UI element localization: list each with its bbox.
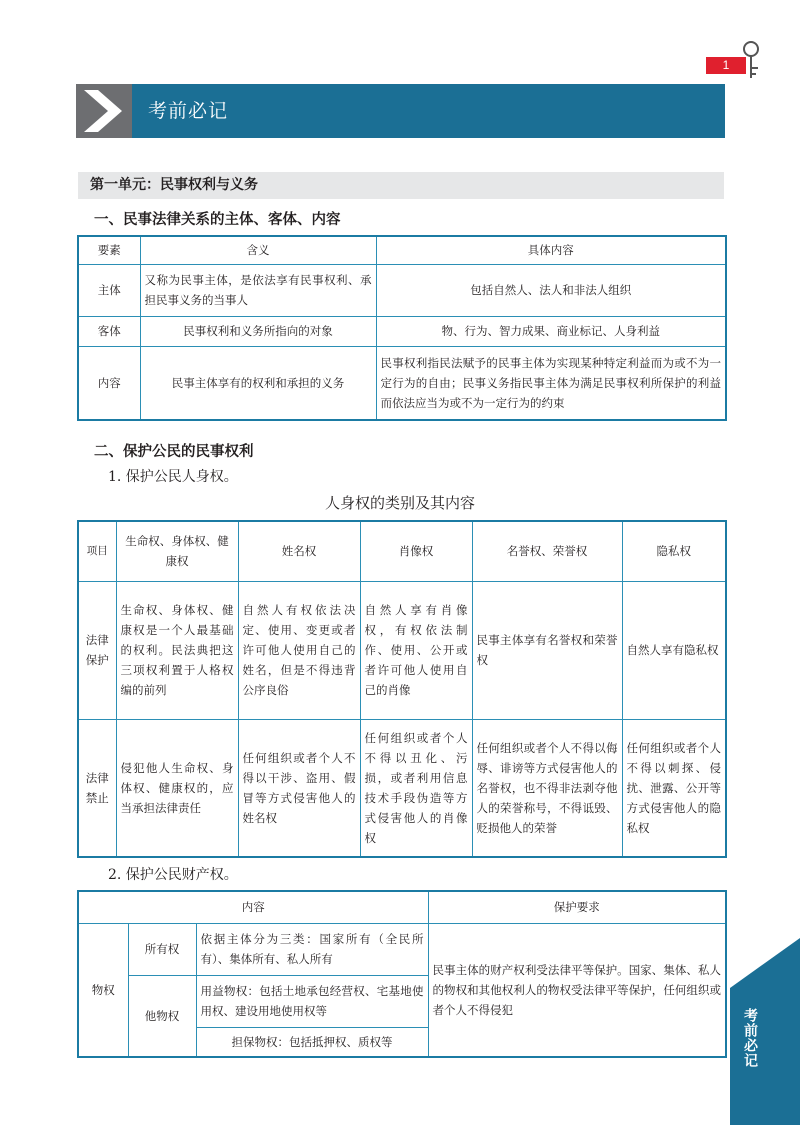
table-cell: 生命权、身体权、健康权是一个人最基础的权利。民法典把这三项权利置于人格权编的前列: [116, 581, 238, 719]
chevron-right-icon: [76, 84, 132, 138]
table-cell: 民事权利指民法赋予的民事主体为实现某种特定利益而为或不为一定行为的自由；民事义务指民事主体为满足民事权利所保护的利益而依法应当为或不为一定行为的约束: [376, 346, 726, 420]
table-cell: 民事权利和义务所指向的对象: [140, 316, 376, 346]
table-row: [78, 923, 726, 975]
unit-title: 第一单元：民事权利与义务: [90, 177, 258, 193]
table-cell: 任何组织或者个人不得以干涉、盗用、假冒等方式侵害他人的姓名权: [238, 719, 360, 857]
side-tab-label: 考前必记: [742, 1008, 758, 1068]
header-chevron: [76, 84, 132, 138]
section2-heading: 二、保护公民的民事权利: [94, 444, 254, 460]
table-cell: 民事主体享有名誉权和荣誉权: [472, 581, 622, 719]
row-label: 主体: [78, 264, 140, 316]
table-row: [78, 264, 726, 316]
table-cell: 又称为民事主体，是依法享有民事权利、承担民事义务的当事人: [140, 264, 376, 316]
table-cell: 任何组织或者个人不得以侮辱、诽谤等方式侵害他人的名誉权，也不得非法剥夺他人的荣誉称号，不得诋毁、贬损他人的荣誉: [472, 719, 622, 857]
col-header: 具体内容: [376, 236, 726, 264]
row-label: 所有权: [128, 923, 196, 975]
table-cell: 侵犯他人生命权、身体权、健康权的，应当承担法律责任: [116, 719, 238, 857]
table-cell: 自然人享有肖像权，有权依法制作、使用、公开或者许可他人使用自己的肖像: [360, 581, 472, 719]
col-header: 隐私权: [622, 521, 726, 581]
col-header: 保护要求: [428, 891, 726, 923]
table-row: [78, 581, 726, 719]
col-header: 生命权、身体权、健康权: [116, 521, 238, 581]
magnifier-key-icon: [736, 40, 766, 82]
personal-rights-table: [77, 520, 727, 858]
header-title: 考前必记: [148, 100, 229, 122]
table-row: [78, 346, 726, 420]
section2-sub2: 2. 保护公民财产权。: [108, 867, 238, 883]
col-header: 肖像权: [360, 521, 472, 581]
table-row: [78, 316, 726, 346]
page-number-badge: 1: [706, 57, 746, 74]
col-header: 内容: [78, 891, 428, 923]
row-label: 项目: [78, 521, 116, 581]
table-cell: 自然人享有隐私权: [622, 581, 726, 719]
table-cell: 物、行为、智力成果、商业标记、人身利益: [376, 316, 726, 346]
elements-table: [77, 235, 727, 421]
table-header-row: [78, 236, 726, 264]
section2-sub1: 1. 保护公民人身权。: [108, 469, 238, 485]
table-cell: 任何组织或者个人不得以刺探、侵扰、泄露、公开等方式侵害他人的隐私权: [622, 719, 726, 857]
row-label: 他物权: [128, 975, 196, 1057]
row-label: 法律保护: [78, 581, 116, 719]
table-row: [78, 719, 726, 857]
section1-heading: 一、民事法律关系的主体、客体、内容: [94, 212, 341, 228]
table-cell: 自然人有权依法决定、使用、变更或者许可他人使用自己的姓名，但是不得违背公序良俗: [238, 581, 360, 719]
table-cell: 依据主体分为三类：国家所有（全民所有）、集体所有、私人所有: [196, 923, 428, 975]
table-cell: 包括自然人、法人和非法人组织: [376, 264, 726, 316]
table-header-row: [78, 521, 726, 581]
row-label: 法律禁止: [78, 719, 116, 857]
table-cell: 用益物权：包括土地承包经营权、宅基地使用权、建设用地使用权等: [196, 975, 428, 1027]
col-header: 要素: [78, 236, 140, 264]
table-header-row: [78, 891, 726, 923]
table-caption: 人身权的类别及其内容: [324, 494, 475, 512]
row-label: 客体: [78, 316, 140, 346]
table-cell: 民事主体的财产权利受法律平等保护。国家、集体、私人的物权和其他权利人的物权受法律平等保护，任何组织或者个人不得侵犯: [428, 923, 726, 1057]
col-header: 含义: [140, 236, 376, 264]
row-label: 物权: [78, 923, 128, 1057]
table-cell: 任何组织或者个人不得以丑化、污损，或者利用信息技术手段伪造等方式侵害他人的肖像权: [360, 719, 472, 857]
col-header: 名誉权、荣誉权: [472, 521, 622, 581]
property-rights-table: [77, 890, 727, 1058]
table-cell: 民事主体享有的权利和承担的义务: [140, 346, 376, 420]
col-header: 姓名权: [238, 521, 360, 581]
row-label: 内容: [78, 346, 140, 420]
table-cell: 担保物权：包括抵押权、质权等: [196, 1027, 428, 1057]
